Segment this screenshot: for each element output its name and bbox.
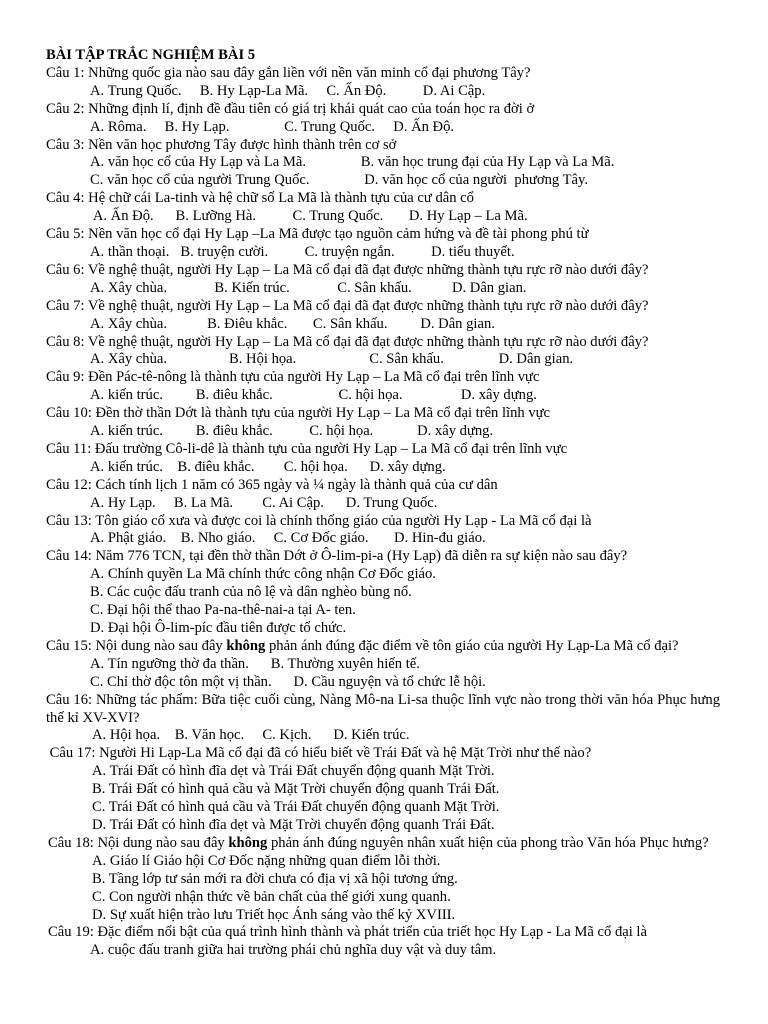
question-4: Câu 4: Hệ chữ cái La-tinh và hệ chữ số La Mã là thành tựu của cư dân cổ xyxy=(46,190,474,207)
question-13-options: A. Phật giáo. B. Nho giáo. C. Cơ Đốc giáo. D. Hin-đu giáo. xyxy=(90,530,486,547)
question-17-option-b: B. Trái Đất có hình quả cầu và Mặt Trời chuyển động quanh Trái Đất. xyxy=(92,781,500,798)
question-15-options-cd: C. Chỉ thờ độc tôn một vị thần. D. Cầu nguyện và tổ chức lễ hội. xyxy=(90,673,486,690)
question-19-option-a: A. cuộc đấu tranh giữa hai trường phái chủ nghĩa duy vật và duy tâm. xyxy=(90,942,497,959)
question-1-options: A. Trung Quốc. B. Hy Lạp-La Mã. C. Ấn Độ. D. Ai Cập. xyxy=(90,82,486,99)
question-18-option-a: A. Giáo lí Giáo hội Cơ Đốc nặng những quan điểm lỗi thời. xyxy=(92,852,441,869)
question-8: Câu 8: Về nghệ thuật, người Hy Lạp – La Mã cổ đại đã đạt được những thành tựu rực rỡ nào dưới đây? xyxy=(46,333,649,350)
question-18 xyxy=(46,835,720,853)
question-14-option-b: B. Các cuộc đấu tranh của nô lệ và dân nghèo bùng nổ. xyxy=(90,584,412,601)
question-4-options: A. Ấn Độ. B. Lưỡng Hà. C. Trung Quốc. D. Hy Lạp – La Mã. xyxy=(90,208,528,225)
question-9-options: A. kiến trúc. B. điêu khắc. C. hội họa. D. xây dựng. xyxy=(90,387,537,404)
question-10-options: A. kiến trúc. B. điêu khắc. C. hội họa. D. xây dựng. xyxy=(90,423,494,440)
question-14-option-c: C. Đại hội thể thao Pa-na-thê-nai-a tại A- ten. xyxy=(90,602,356,619)
question-14-option-d: D. Đại hội Ô-lim-píc đầu tiên được tổ chức. xyxy=(90,620,347,636)
question-6-options: A. Xây chùa. B. Kiến trúc. C. Sân khấu. D. Dân gian. xyxy=(90,279,527,296)
question-18-rest: phản ánh đúng nguyên nhân xuất hiện của phong trào Văn hóa Phục hưng? xyxy=(267,834,709,851)
question-7: Câu 7: Về nghệ thuật, người Hy Lạp – La Mã cổ đại đã đạt được những thành tựu rực rỡ nào dưới đây? xyxy=(46,297,649,314)
question-9: Câu 9: Đền Pác-tê-nông là thành tựu của người Hy Lạp – La Mã cổ đại trên lĩnh vực xyxy=(46,369,540,386)
question-18-option-c: C. Con người nhận thức về bản chất của thế giới xung quanh. xyxy=(92,888,451,905)
question-3: Câu 3: Nền văn học phương Tây được hình thành trên cơ sở xyxy=(46,136,397,153)
question-6: Câu 6: Về nghệ thuật, người Hy Lạp – La Mã cổ đại đã đạt được những thành tựu rực rỡ nào dưới đây? xyxy=(46,261,649,278)
question-17: Câu 17: Người Hi Lạp-La Mã cổ đại đã có hiểu biết về Trái Đất và hệ Mặt Trời như thế nào? xyxy=(46,745,592,762)
question-17-option-d: D. Trái Đất có hình đĩa dẹt và Mặt Trời chuyển động quanh Trái Đất. xyxy=(92,816,495,833)
question-5-options: A. thần thoại. B. truyện cười. C. truyện ngắn. D. tiểu thuyết. xyxy=(90,243,515,260)
question-3-options-cd: C. văn học cổ của người Trung Quốc. D. văn học cổ của người phương Tây. xyxy=(90,172,588,189)
question-17-option-a: A. Trái Đất có hình đĩa dẹt và Trái Đất chuyển động quanh Mặt Trời. xyxy=(92,763,495,780)
question-3-options-ab: A. văn học cổ của Hy Lạp và La Mã. B. văn học trung đại của Hy Lạp và La Mã. xyxy=(90,154,615,171)
question-16: Câu 16: Những tác phẩm: Bữa tiệc cuối cùng, Nàng Mô-na Li-sa thuộc lĩnh vực nào trong thời văn hóa Phục hưng thế kỉ XV-XVI? xyxy=(46,691,720,726)
question-18-emphasis: không xyxy=(228,834,268,851)
question-18-option-d: D. Sự xuất hiện trào lưu Triết học Ánh sáng vào thế kỷ XVIII. xyxy=(92,906,456,923)
worksheet-title: BÀI TẬP TRẮC NGHIỆM BÀI 5 xyxy=(46,47,256,63)
question-15-options-ab: A. Tín ngưỡng thờ đa thần. B. Thường xuyên hiến tế. xyxy=(90,655,420,672)
question-12-options: A. Hy Lạp. B. La Mã. C. Ai Cập. D. Trung Quốc. xyxy=(90,494,438,511)
question-7-options: A. Xây chùa. B. Điêu khắc. C. Sân khấu. D. Dân gian. xyxy=(90,315,495,332)
question-15 xyxy=(46,638,720,656)
worksheet-body xyxy=(46,47,720,960)
question-18-option-b: B. Tầng lớp tư sản mới ra đời chưa có địa vị xã hội tương ứng. xyxy=(92,870,458,887)
question-15-lead: Câu 15: Nội dung nào sau đây xyxy=(46,637,227,654)
question-15-emphasis: không xyxy=(226,637,266,654)
question-14: Câu 14: Năm 776 TCN, tại đền thờ thần Dớt ở Ô-lim-pi-a (Hy Lạp) đã diễn ra sự kiện nào sau đây? xyxy=(46,548,628,565)
question-5: Câu 5: Nền văn học cổ đại Hy Lạp –La Mã được tạo nguồn cảm hứng và đề tài phong phú từ xyxy=(46,226,589,243)
question-11-options: A. kiến trúc. B. điêu khắc. C. hội họa. D. xây dựng. xyxy=(90,458,446,475)
question-2: Câu 2: Những định lí, định đề đầu tiên có giá trị khái quát cao của toán học ra đời ở xyxy=(46,100,535,117)
question-14-option-a: A. Chính quyền La Mã chính thức công nhận Cơ Đốc giáo. xyxy=(90,566,436,583)
question-12: Câu 12: Cách tính lịch 1 năm có 365 ngày và ¼ ngày là thành quả của cư dân xyxy=(46,476,498,493)
question-10: Câu 10: Đền thờ thần Dớt là thành tựu của người Hy Lạp – La Mã cổ đại trên lĩnh vực xyxy=(46,405,551,422)
question-1: Câu 1: Những quốc gia nào sau đây gắn liền với nền văn minh cổ đại phương Tây? xyxy=(46,64,531,81)
question-2-options: A. Rôma. B. Hy Lạp. C. Trung Quốc. D. Ấn Độ. xyxy=(90,118,455,135)
question-8-options: A. Xây chùa. B. Hội họa. C. Sân khấu. D. Dân gian. xyxy=(90,351,574,368)
question-19: Câu 19: Đặc điểm nổi bật của quá trình hình thành và phát triển của triết học Hy Lạp - La Mã cổ đại là xyxy=(48,924,647,941)
question-17-option-c: C. Trái Đất có hình quả cầu và Trái Đất chuyển động quanh Mặt Trời. xyxy=(92,799,500,816)
question-18-lead: Câu 18: Nội dung nào sau đây xyxy=(48,834,229,851)
question-15-rest: phản ánh đúng đặc điểm về tôn giáo của người Hy Lạp-La Mã cổ đại? xyxy=(265,637,679,654)
question-11: Câu 11: Đấu trường Cô-li-dê là thành tựu của người Hy Lạp – La Mã cổ đại trên lĩnh vực xyxy=(46,440,568,457)
question-13: Câu 13: Tôn giáo cổ xưa và được coi là chính thống giáo của người Hy Lạp - La Mã cổ đại là xyxy=(46,512,592,529)
question-16-options: A. Hội họa. B. Văn học. C. Kịch. D. Kiến trúc. xyxy=(92,727,410,744)
